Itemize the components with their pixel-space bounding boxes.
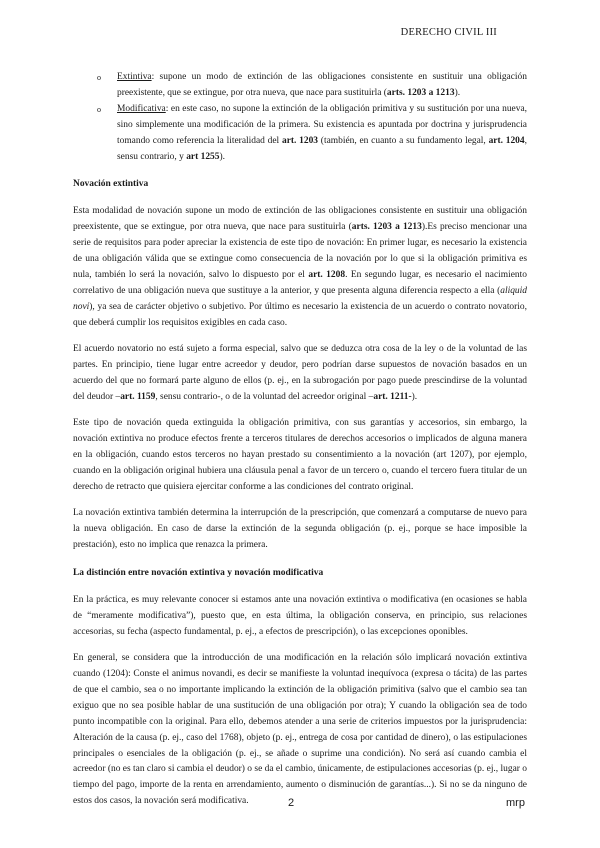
article-ref: art. 1203	[281, 135, 319, 146]
paragraph: Esta modalidad de novación supone un modo de extinción de las obligaciones consistente en sustituir una obligación preexistente, que se extingue, por otra nueva, que nace para sustituirla (arts. 1203 a 1213).Es preciso mencionar una serie de requisitos para poder apreciar la existencia de este tipo de novación: En primer lugar, es necesario la existencia de una obligación válida que se extingue como consecuencia de la novación por lo que si la obligación primitiva es nula, también lo será la novación, salvo lo dispuesto por el art. 1208. En segundo lugar, es necesario el nacimiento correlativo de una obligación nueva que sustituye a la anterior, y que presenta alguna diferencia respecto a ella (aliquid novi), ya sea de carácter objetivo o subjetivo. Por último es necesario la existencia de un acuerdo o contrato novatorio, que deberá cumplir los requisitos exigibles en cada caso.	[73, 206, 527, 328]
list-item-modificativa: o Modificativa: en este caso, no supone la extinción de la obligación primitiva y su sustitución por una nueva, sino simplemente una modificación de la primera. Su existencia es apuntada por doctrina y jurisprudencia tomando como referencia la literalidad del art. 1203 (también, en cuanto a su fundamento legal, art. 1204, sensu contrario, y art 1255).	[97, 103, 527, 162]
term-modificativa: Modificativa	[117, 103, 166, 114]
article-ref: art. 1208	[308, 269, 346, 280]
running-header: DERECHO CIVIL III	[400, 27, 497, 38]
paragraph: El acuerdo novatorio no está sujeto a forma especial, salvo que se deduzca otra cosa de la ley o de la voluntad de las partes. En principio, tiene lugar entre acreedor y deudor, pero podrían darse supuestos de novación basados en un acuerdo del que no formará parte alguno de ellos (p. ej., en la subrogación por pago puede prescindirse de la voluntad del deudor –art. 1159, sensu contrario-, o de la voluntad del acreedor original –art. 1211-).	[73, 344, 527, 402]
paragraph: Este tipo de novación queda extinguida la obligación primitiva, con sus garantías y accesorios, sin embargo, la novación extintiva no produce efectos frente a terceros titulares de derechos accesorios o implicados de alguna manera en la obligación, cuando estos terceros no hayan prestado su consentimiento a la novación (art 1207), por ejemplo, cuando en la obligación original hubiera una cláusula penal a favor de un tercero o, cuando el tercero fuera titular de un derecho de retracto que quisiera ejercitar conforme a las condiciones del contrato original.	[73, 418, 527, 492]
author-initials: mrp	[506, 797, 525, 809]
article-ref: arts. 1203 a 1213	[386, 87, 455, 98]
term-extintiva: Extintiva	[117, 72, 152, 82]
list-item-extintiva: o Extintiva: supone un modo de extinción de las obligaciones consistente en sustituir una obligación preexistente, que se extingue, por otra nueva, que nace para sustituirla (arts. 1203 a 1213).	[97, 72, 527, 98]
article-ref: art. 1211-	[373, 391, 412, 402]
paragraph: En la práctica, es muy relevante conocer si estamos ante una novación extintiva o modificativa (en ocasiones se habla de “meramente modificativa”), puesto que, en esta última, la obligación conserva, en principio, sus relaciones accesorias, su fecha (aspecto fundamental, p. ej., a efectos de prescripción), o las excepciones oponibles.	[73, 594, 527, 637]
article-ref: art. 1204	[488, 135, 525, 146]
article-ref: art. 1159	[120, 391, 156, 402]
bullet-marker: o	[97, 104, 101, 114]
latin-term: aliquid novi	[73, 285, 527, 312]
article-ref: art 1255	[186, 151, 220, 162]
section-heading-distincion: La distinción entre novación extintiva y novación modificativa	[73, 567, 324, 578]
page-body	[73, 70, 527, 821]
article-ref: arts. 1203 a 1213	[351, 222, 422, 233]
page-number: 2	[288, 797, 295, 809]
paragraph: La novación extintiva también determina la interrupción de la prescripción, que comenzará a computarse de nuevo para la nueva obligación. En caso de darse la extinción de la segunda obligación (p. ej., porque se hace imposible la prestación), esto no implica que renazca la primera.	[73, 508, 527, 551]
paragraph: En general, se considera que la introducción de una modificación en la relación sólo implicará novación extintiva cuando (1204): Conste el animus novandi, es decir se manifieste la voluntad inequívoca (expresa o tácita) de las partes de que el cambio, sea o no importante implicando la extinción de la obligación primitiva (salvo que el cambio sea tan exiguo que no sea posible hablar de una sustitución de una obligación por otra); Y cuando la obligación sea de todo punto incompatible con la original. Para ello, debemos atender a una serie de criterios impuestos por la jurisprudencia: Alteración de la causa (p. ej., caso del 1768), objeto (p. ej., entrega de cosa por cantidad de dinero), o las estipulaciones principales o esenciales de la obligación (p. ej., se añade o suprime una condición). No será así cuando cambia el acreedor (no es tan claro si cambia el deudor) o se da el cambio, únicamente, de estipulaciones accesorias (p. ej., lugar o tiempo del pago, importe de la renta en arrendamiento, aumento o disminución de garantías...). Si no se da ninguno de estos dos casos, la novación será modificativa.	[73, 653, 527, 807]
bullet-marker: o	[97, 73, 101, 82]
novation-types-list	[73, 70, 527, 165]
section-heading-novacion-extintiva: Novación extintiva	[73, 179, 149, 190]
